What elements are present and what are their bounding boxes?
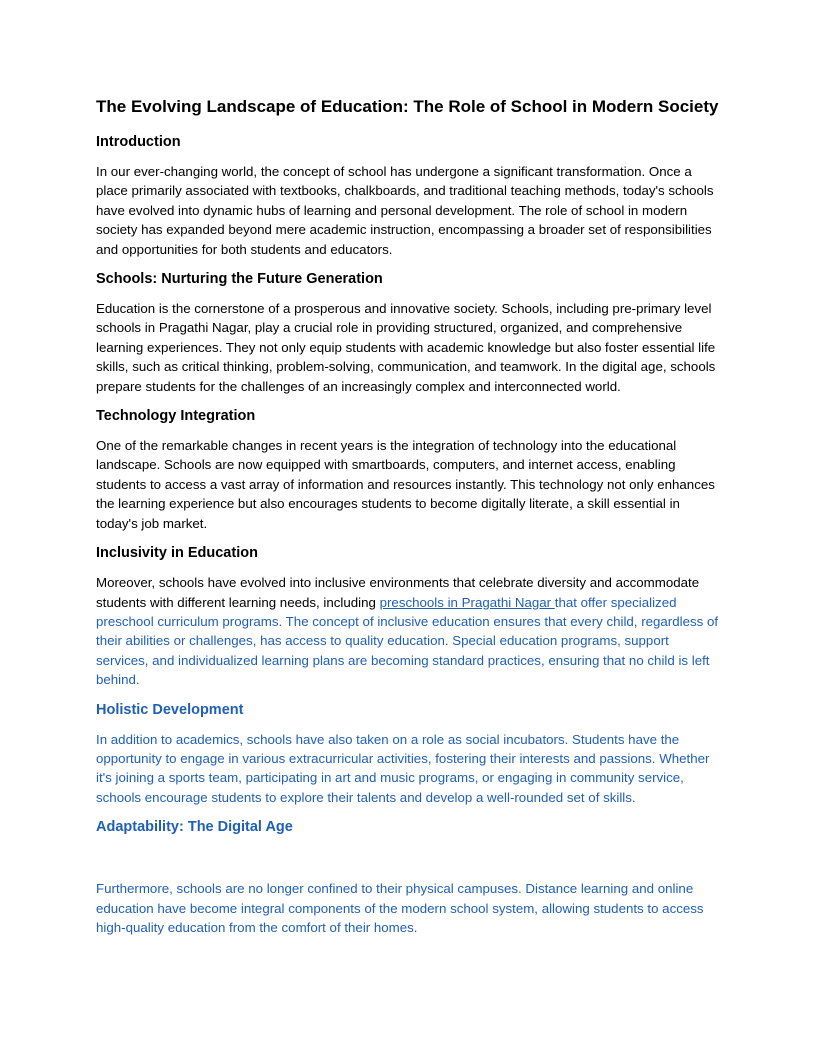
heading-introduction: Introduction xyxy=(96,134,181,150)
paragraph-inclusivity xyxy=(96,573,720,689)
heading-nurturing: Schools: Nurturing the Future Generation xyxy=(96,271,383,288)
heading-inclusivity: Inclusivity in Education xyxy=(96,545,258,562)
preschools-link[interactable]: preschools in Pragathi Nagar xyxy=(379,594,555,610)
blank-spacer xyxy=(96,847,720,879)
paragraph-adaptability: Furthermore, schools are no longer confined to their physical campuses. Distance learning and online education have become integral components of the modern school system, allowing students to access high-quality education from the comfort of their homes. xyxy=(96,881,704,935)
heading-adaptability: Adaptability: The Digital Age xyxy=(96,819,293,836)
document-page xyxy=(96,96,720,947)
paragraph-introduction: In our ever-changing world, the concept of school has undergone a significant transformation. Once a place primarily associated with textbooks, chalkboards, and traditional teaching methods, today's schools have evolved into dynamic hubs of learning and personal development. The role of school in modern society has expanded beyond mere academic instruction, encompassing a broader set of responsibilities and opportunities for both students and educators. xyxy=(96,164,714,257)
inclusivity-text-after: that offer specialized preschool curriculum programs. The concept of inclusive education ensures that every child, regardless of their abilities or challenges, has access to quality education. Special education programs, support services, and individualized learning plans are becoming standard practices, ensuring that no child is left behind. xyxy=(96,594,719,688)
heading-technology: Technology Integration xyxy=(96,408,256,425)
paragraph-nurturing: Education is the cornerstone of a prosperous and innovative society. Schools, including pre-primary level schools in Pragathi Nagar, play a crucial role in providing structured, organized, and comprehensive learning experiences. They not only equip students with academic knowledge but also foster essential life skills, such as critical thinking, problem-solving, communication, and teamwork. In the digital age, schools prepare students for the challenges of an increasingly complex and interconnected world. xyxy=(96,301,716,394)
heading-holistic: Holistic Development xyxy=(96,701,244,718)
inclusivity-text-before: Moreover, schools have evolved into inclusive environments that celebrate diversity and accommodate students with different learning needs, including xyxy=(96,575,700,610)
document-title: The Evolving Landscape of Education: The Role of School in Modern Society xyxy=(96,97,719,116)
paragraph-holistic: In addition to academics, schools have also taken on a role as social incubators. Students have the opportunity to engage in various extracurricular activities, fostering their interests and passions. Whether it's joining a sports team, participating in art and music programs, or engaging in community service, schools encourage students to explore their talents and develop a well-rounded set of skills. xyxy=(96,731,710,805)
paragraph-technology: One of the remarkable changes in recent years is the integration of technology into the educational landscape. Schools are now equipped with smartboards, computers, and internet access, enabling students to access a vast array of information and resources instantly. This technology not only enhances the learning experience but also encourages students to become digitally literate, a skill essential in today's job market. xyxy=(96,438,715,531)
